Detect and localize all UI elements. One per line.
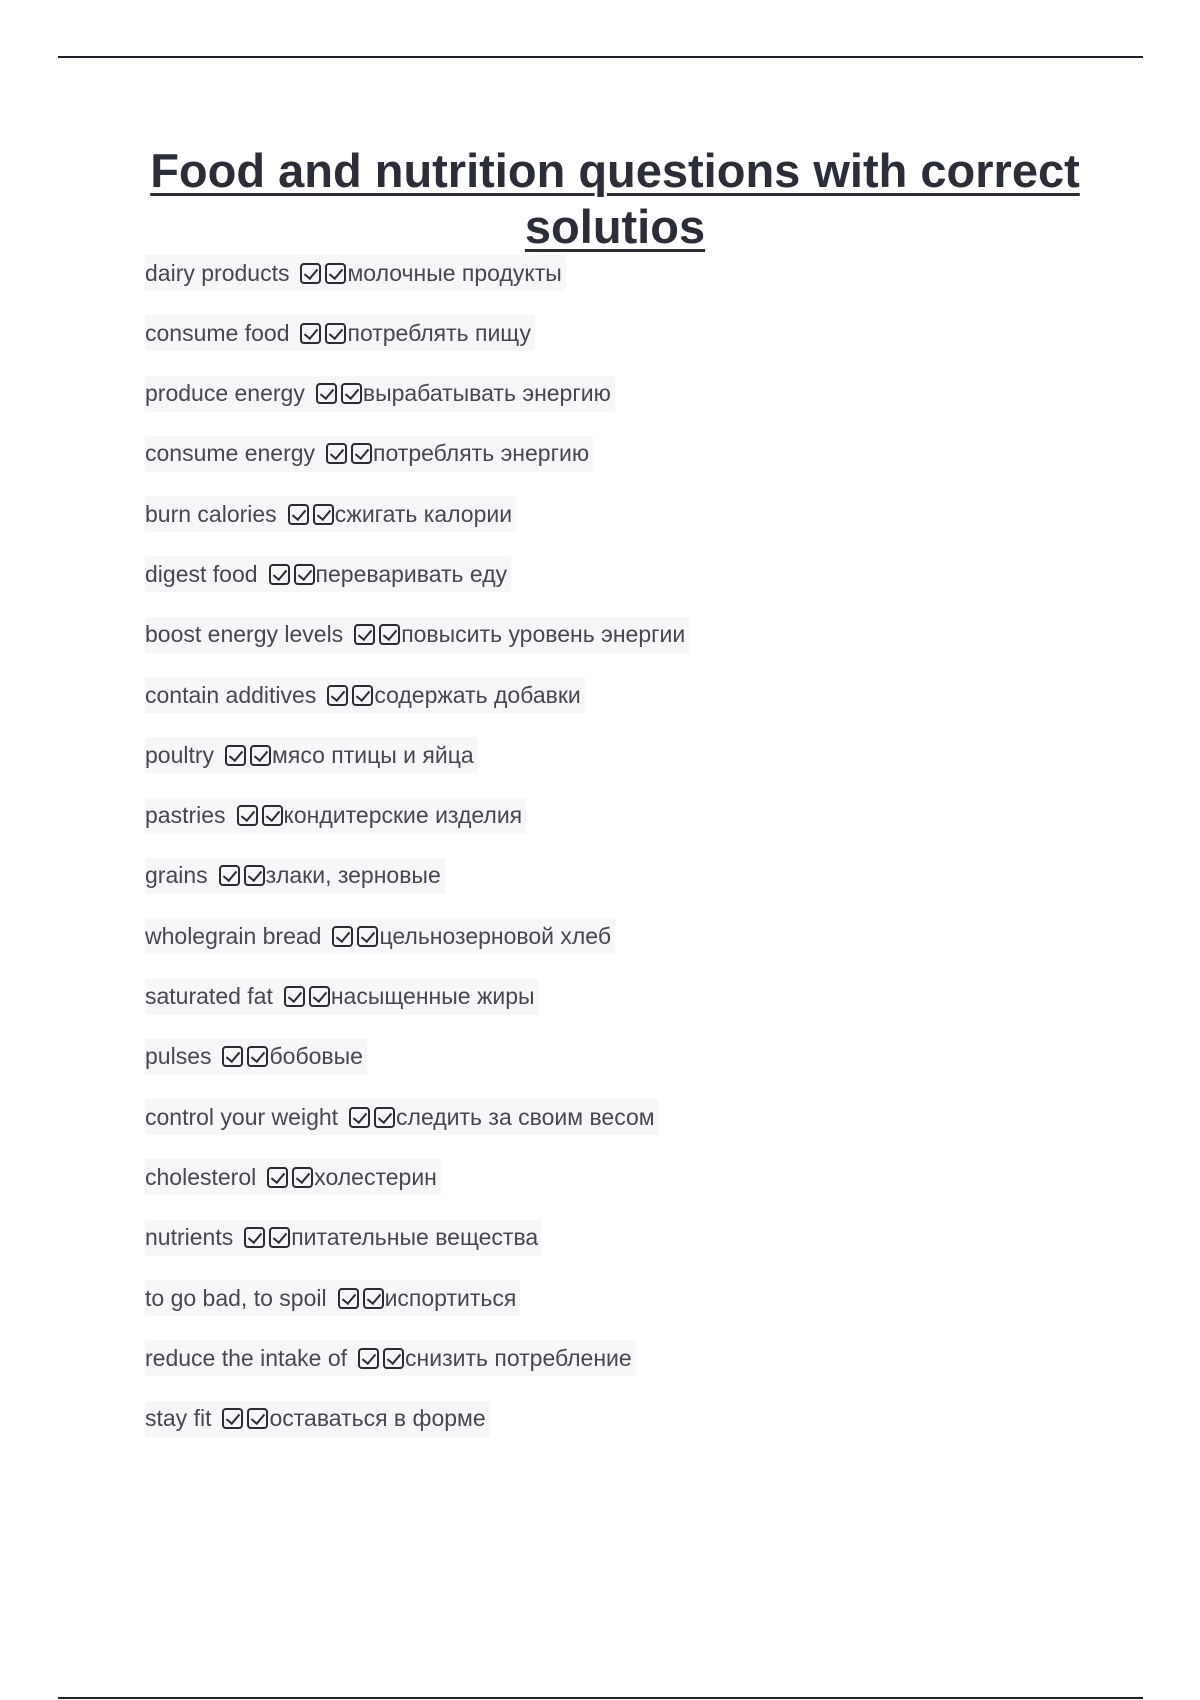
- qa-pair: [145, 376, 615, 412]
- qa-pair: [145, 1039, 367, 1075]
- list-item: [145, 918, 689, 978]
- term-text: contain additives: [145, 681, 317, 708]
- bottom-rule: [58, 1697, 1143, 1699]
- checkbox-checked-icon: [222, 1046, 243, 1067]
- list-item: [145, 1401, 689, 1461]
- checkbox-checked-icon: [300, 263, 321, 284]
- qa-pair: [145, 436, 593, 472]
- term-text: cholesterol: [145, 1163, 257, 1190]
- list-item: [145, 496, 689, 556]
- answer-text: кондитерские изделия: [283, 802, 523, 829]
- checkbox-checked-icon: [237, 805, 258, 826]
- qa-pair: [145, 556, 511, 592]
- checkbox-checked-icon: [357, 926, 378, 947]
- qa-pair: [145, 858, 445, 894]
- answer-text: злаки, зерновые: [265, 862, 441, 889]
- list-item: [145, 1099, 689, 1159]
- answer-text: молочные продукты: [347, 259, 562, 286]
- answer-text: сжигать калории: [334, 500, 513, 527]
- answer-text: испортиться: [384, 1284, 517, 1311]
- list-item: [145, 315, 689, 375]
- qa-pair: [145, 1401, 490, 1437]
- term-text: wholegrain bread: [145, 922, 322, 949]
- answer-text: снизить потребление: [405, 1344, 632, 1371]
- checkbox-checked-icon: [326, 443, 347, 464]
- list-item: [145, 556, 689, 616]
- list-item: [145, 798, 689, 858]
- qa-pair: [145, 496, 516, 532]
- list-item: [145, 1039, 689, 1099]
- answer-text: бобовые: [269, 1043, 363, 1070]
- checkbox-checked-icon: [341, 383, 362, 404]
- checkbox-checked-icon: [313, 504, 334, 525]
- page-title: Food and nutrition questions with correct solutios: [150, 144, 1080, 253]
- term-text: grains: [145, 862, 208, 889]
- checkbox-checked-icon: [354, 624, 375, 645]
- list-item: [145, 617, 689, 677]
- term-text: consume food: [145, 319, 290, 346]
- checkbox-checked-icon: [225, 745, 246, 766]
- checkbox-checked-icon: [316, 383, 337, 404]
- top-rule: [58, 56, 1143, 58]
- checkbox-checked-icon: [267, 1167, 288, 1188]
- list-item: [145, 677, 689, 737]
- list-item: [145, 1220, 689, 1280]
- qa-pair: [145, 1340, 636, 1376]
- answer-text: питательные вещества: [291, 1224, 539, 1251]
- checkbox-checked-icon: [219, 865, 240, 886]
- checkbox-checked-icon: [351, 443, 372, 464]
- list-item: [145, 1340, 689, 1400]
- term-text: control your weight: [145, 1103, 339, 1130]
- qa-list: [145, 255, 689, 1461]
- checkbox-checked-icon: [300, 323, 321, 344]
- term-text: pulses: [145, 1043, 212, 1070]
- list-item: [145, 858, 689, 918]
- checkbox-checked-icon: [244, 1227, 265, 1248]
- answer-text: насыщенные жиры: [330, 983, 535, 1010]
- checkbox-checked-icon: [358, 1348, 379, 1369]
- answer-text: мясо птицы и яйца: [272, 741, 474, 768]
- qa-pair: [145, 1159, 441, 1195]
- checkbox-checked-icon: [327, 685, 348, 706]
- checkbox-checked-icon: [222, 1408, 243, 1429]
- checkbox-checked-icon: [244, 865, 265, 886]
- answer-text: повысить уровень энергии: [401, 621, 686, 648]
- checkbox-checked-icon: [269, 1227, 290, 1248]
- term-text: burn calories: [145, 500, 277, 527]
- checkbox-checked-icon: [332, 926, 353, 947]
- checkbox-checked-icon: [379, 624, 400, 645]
- checkbox-checked-icon: [325, 263, 346, 284]
- term-text: dairy products: [145, 259, 290, 286]
- answer-text: содержать добавки: [374, 681, 581, 708]
- qa-pair: [145, 617, 689, 653]
- term-text: reduce the intake of: [145, 1344, 348, 1371]
- checkbox-checked-icon: [292, 1167, 313, 1188]
- checkbox-checked-icon: [325, 323, 346, 344]
- checkbox-checked-icon: [250, 745, 271, 766]
- answer-text: следить за своим весом: [396, 1103, 655, 1130]
- term-text: consume energy: [145, 440, 316, 467]
- answer-text: цельнозерновой хлеб: [379, 922, 612, 949]
- term-text: poultry: [145, 741, 215, 768]
- list-item: [145, 255, 689, 315]
- checkbox-checked-icon: [338, 1288, 359, 1309]
- qa-pair: [145, 918, 615, 954]
- checkbox-checked-icon: [309, 986, 330, 1007]
- checkbox-checked-icon: [294, 564, 315, 585]
- qa-pair: [145, 1099, 659, 1135]
- qa-pair: [145, 979, 539, 1015]
- answer-text: переваривать еду: [315, 560, 508, 587]
- term-text: nutrients: [145, 1224, 234, 1251]
- answer-text: вырабатывать энергию: [362, 380, 611, 407]
- checkbox-checked-icon: [363, 1288, 384, 1309]
- checkbox-checked-icon: [247, 1046, 268, 1067]
- term-text: to go bad, to spoil: [145, 1284, 327, 1311]
- checkbox-checked-icon: [288, 504, 309, 525]
- checkbox-checked-icon: [284, 986, 305, 1007]
- term-text: boost energy levels: [145, 621, 344, 648]
- list-item: [145, 979, 689, 1039]
- list-item: [145, 1280, 689, 1340]
- checkbox-checked-icon: [269, 564, 290, 585]
- checkbox-checked-icon: [262, 805, 283, 826]
- answer-text: холестерин: [314, 1163, 437, 1190]
- qa-pair: [145, 737, 478, 773]
- qa-pair: [145, 1280, 520, 1316]
- checkbox-checked-icon: [247, 1408, 268, 1429]
- qa-pair: [145, 1220, 542, 1256]
- checkbox-checked-icon: [374, 1107, 395, 1128]
- term-text: stay fit: [145, 1405, 212, 1432]
- checkbox-checked-icon: [352, 685, 373, 706]
- term-text: digest food: [145, 560, 258, 587]
- term-text: pastries: [145, 802, 226, 829]
- answer-text: оставаться в форме: [269, 1405, 486, 1432]
- checkbox-checked-icon: [349, 1107, 370, 1128]
- answer-text: потреблять энергию: [373, 440, 590, 467]
- list-item: [145, 376, 689, 436]
- answer-text: потреблять пищу: [347, 319, 531, 346]
- list-item: [145, 737, 689, 797]
- qa-pair: [145, 315, 535, 351]
- list-item: [145, 436, 689, 496]
- term-text: produce energy: [145, 380, 305, 407]
- term-text: saturated fat: [145, 983, 273, 1010]
- qa-pair: [145, 798, 526, 834]
- qa-pair: [145, 255, 566, 291]
- list-item: [145, 1159, 689, 1219]
- checkbox-checked-icon: [383, 1348, 404, 1369]
- qa-pair: [145, 677, 585, 713]
